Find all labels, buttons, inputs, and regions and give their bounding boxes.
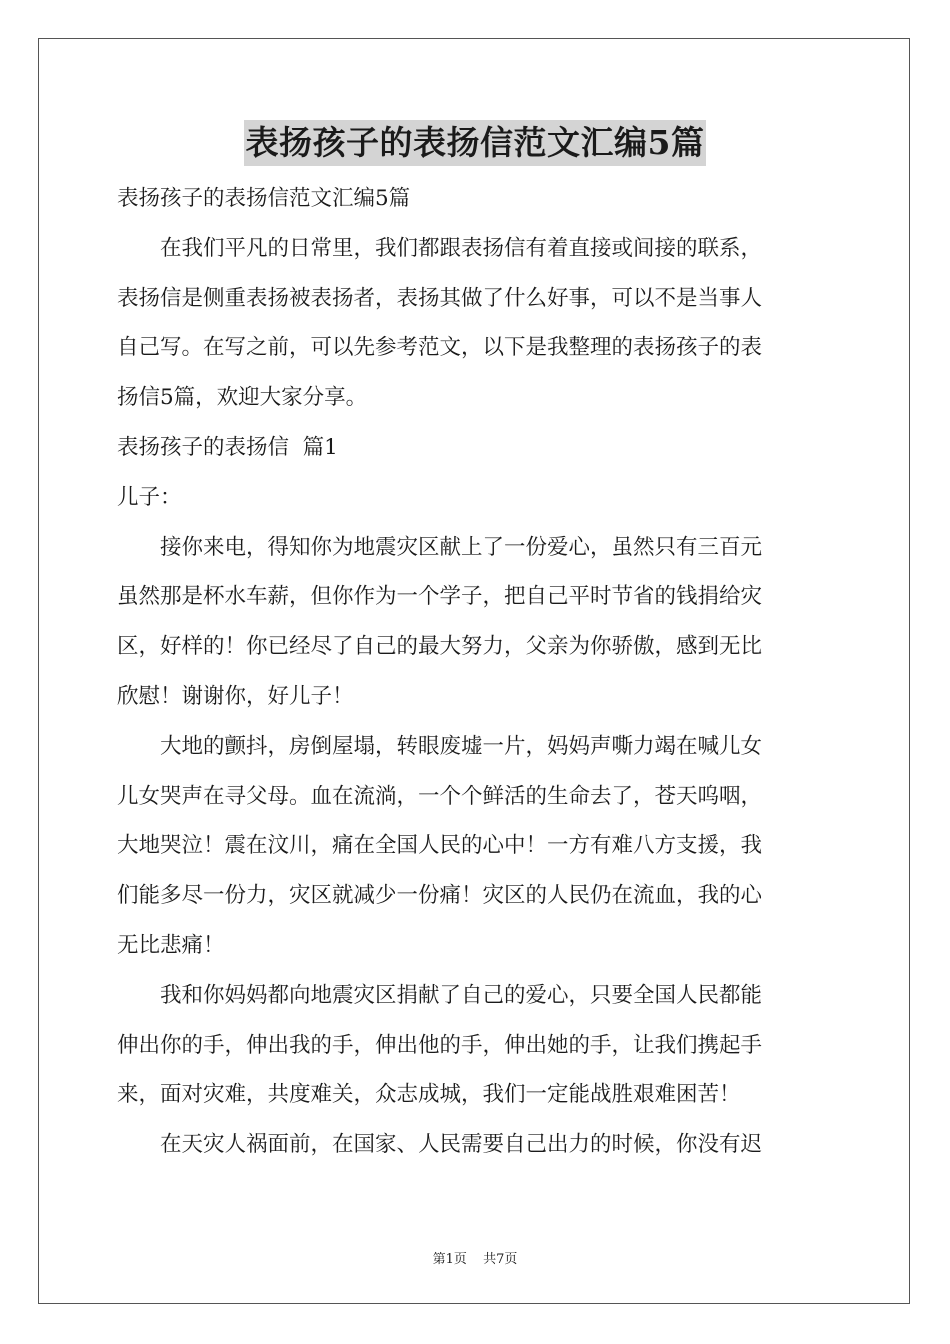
paragraph-line: 虽然那是杯水车薪，但你作为一个学子，把自己平时节省的钱捐给灾 [117, 584, 763, 610]
intro-paragraph [117, 224, 833, 423]
section-heading: 表扬孩子的表扬信 篇1 [117, 434, 338, 460]
paragraph-line: 欣慰！谢谢你，好儿子！ [117, 683, 354, 709]
paragraph-line: 接你来电，得知你为地震灾区献上了一份爱心，虽然只有三百元 [160, 534, 763, 560]
title-wrap [117, 120, 833, 166]
paragraph-line: 来，面对灾难，共度难关，众志成城，我们一定能战胜艰难困苦！ [117, 1082, 741, 1108]
intro-line: 在我们平凡的日常里，我们都跟表扬信有着直接或间接的联系， [160, 235, 763, 261]
intro-line: 自己写。在写之前，可以先参考范文，以下是我整理的表扬孩子的表 [117, 335, 763, 361]
page-total: 共7页 [483, 1252, 518, 1267]
paragraph-line: 大地的颤抖，房倒屋塌，转眼废墟一片，妈妈声嘶力竭在喊儿女 [160, 733, 763, 759]
page-footer [0, 1248, 950, 1267]
paragraph-line: 在天灾人祸面前，在国家、人民需要自己出力的时候，你没有迟 [160, 1132, 763, 1158]
paragraph-line: 伸出你的手，伸出我的手，伸出他的手，伸出她的手，让我们携起手 [117, 1032, 763, 1058]
document-title: 表扬孩子的表扬信范文汇编5篇 [244, 120, 707, 166]
paragraph-line: 儿女哭声在寻父母。血在流淌，一个个鲜活的生命去了，苍天呜咽， [117, 783, 763, 809]
salutation: 儿子： [117, 484, 182, 510]
body-paragraph [117, 722, 833, 971]
paragraph-line: 无比悲痛！ [117, 932, 225, 958]
paragraph-line: 我和你妈妈都向地震灾区捐献了自己的爱心，只要全国人民都能 [160, 982, 763, 1008]
body-paragraph [117, 971, 833, 1120]
page-number: 第1页 [432, 1252, 467, 1267]
paragraph-line: 们能多尽一份力，灾区就减少一份痛！灾区的人民仍在流血，我的心 [117, 883, 763, 909]
intro-line: 扬信5篇，欢迎大家分享。 [117, 385, 368, 411]
intro-line: 表扬信是侧重表扬被表扬者，表扬其做了什么好事，可以不是当事人 [117, 285, 763, 311]
document-body [117, 120, 833, 1170]
document-subtitle: 表扬孩子的表扬信范文汇编5篇 [117, 186, 411, 211]
body-paragraph [117, 1120, 833, 1170]
paragraph-line: 大地哭泣！震在汶川，痛在全国人民的心中！一方有难八方支援，我 [117, 833, 763, 859]
body-paragraph [117, 523, 833, 722]
paragraph-line: 区，好样的！你已经尽了自己的最大努力，父亲为你骄傲，感到无比 [117, 634, 763, 660]
